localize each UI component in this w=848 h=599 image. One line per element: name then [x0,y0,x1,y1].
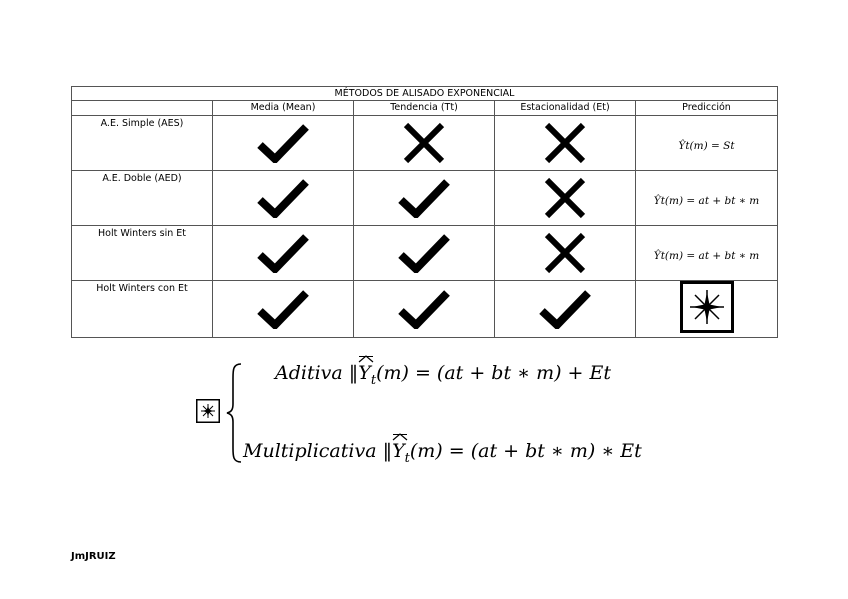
prediction-formula [636,116,778,171]
table-row [72,226,778,281]
checkmark-icon [213,116,354,171]
multiplicative-formula: Multiplicativa ‖Y $_t$(m) = (at + bt ∗ m) ∗ Et [243,439,642,471]
table-row [72,116,778,171]
star-icon [636,281,778,338]
prediction-formula [636,226,778,281]
author-signature: JmJRUIZ [71,551,116,562]
multiplicative-label: Multiplicativa [243,440,377,462]
prediction-text: Ŷt(m) = at + bt ∗ m [653,249,760,262]
cross-icon [495,226,636,281]
additive-formula-rhs: (at + bt ∗ m) + Et [436,362,612,384]
row-label: Holt Winters sin Et [72,226,213,281]
additive-label: Aditiva [275,362,343,384]
checkmark-icon [354,281,495,338]
checkmark-icon [213,226,354,281]
column-header-mean: Media (Mean) [213,101,354,116]
prediction-text: Ŷt(m) = at + bt ∗ m [653,194,760,207]
star-icon [196,399,220,427]
checkmark-icon [354,171,495,226]
checkmark-icon [495,281,636,338]
table-title: MÉTODOS DE ALISADO EXPONENCIAL [72,87,778,101]
table-row [72,281,778,338]
row-label: A.E. Simple (AES) [72,116,213,171]
methods-table [71,86,778,338]
column-header-prediction: Predicción [636,101,778,116]
column-header-seasonality: Estacionalidad (Et) [495,101,636,116]
curly-brace [225,362,245,468]
row-label: Holt Winters con Et [72,281,213,338]
checkmark-icon [354,226,495,281]
checkmark-icon [213,281,354,338]
cross-icon [495,116,636,171]
cross-icon [354,116,495,171]
cross-icon [495,171,636,226]
checkmark-icon [213,171,354,226]
multiplicative-formula-rhs: (at + bt ∗ m) ∗ Et [470,440,642,462]
prediction-text: Ŷt(m) = St [678,139,735,152]
table-row [72,171,778,226]
additive-formula: Aditiva ‖Y $_t$(m) = (at + bt ∗ m) + Et [275,361,611,393]
column-header-empty [72,101,213,116]
row-label: A.E. Doble (AED) [72,171,213,226]
prediction-formula [636,171,778,226]
column-header-trend: Tendencia (Tt) [354,101,495,116]
